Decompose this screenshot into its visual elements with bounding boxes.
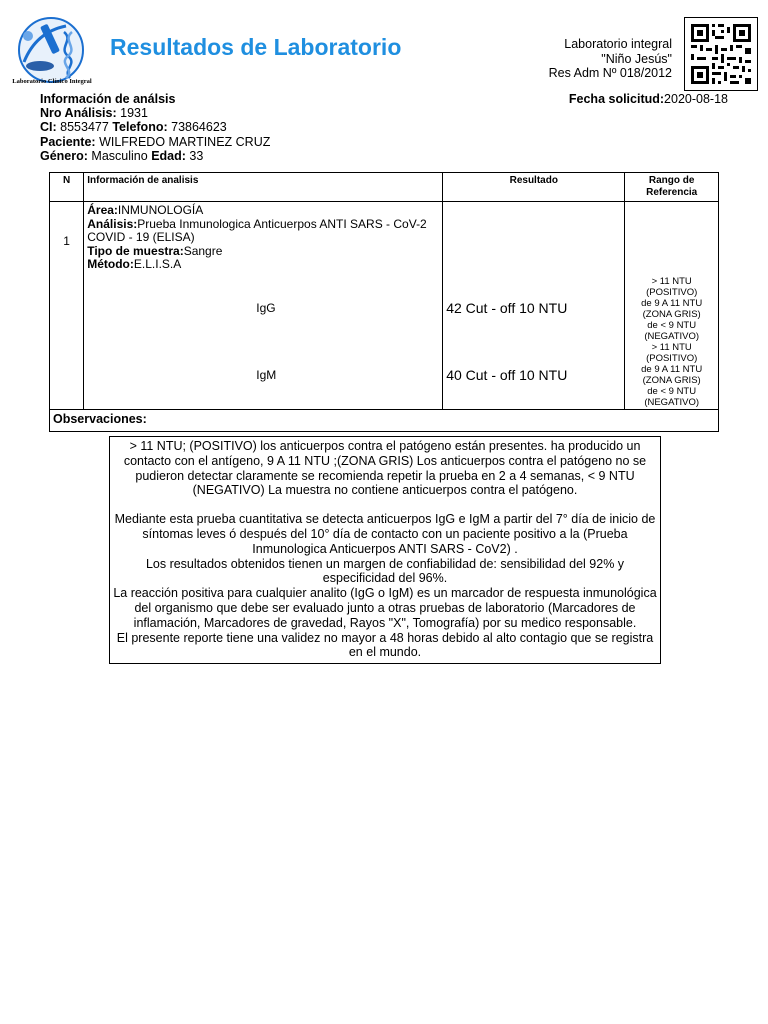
range-igg-line: (NEGATIVO) xyxy=(644,331,700,342)
note-paragraph: > 11 NTU; (POSITIVO) los anticuerpos contra el patógeno están presentes. ha producido un contacto con el antígeno, 9 A 11 NTU ;(ZONA GRIS) Los anticuerpos contra el patógeno no se pudieron detectar claramente se recomienda repetir la prueba en 2 a 4 semanas, < 9 NTU (NEGATIVO) La muestra no contiene anticuerpos contra el patógeno. xyxy=(123,439,647,498)
range-igg-line: > 11 NTU xyxy=(651,276,692,287)
metodo-label: Método: xyxy=(87,257,134,271)
fecha-value: 2020-08-18 xyxy=(664,92,728,106)
range-cell xyxy=(625,202,719,410)
range-igg-line: de 9 A 11 NTU xyxy=(641,298,703,309)
range-igm-line: > 11 NTU xyxy=(651,342,692,353)
tipo-label: Tipo de muestra: xyxy=(87,243,184,258)
range-igm-line: (ZONA GRIS) xyxy=(642,375,701,386)
analisis-value: Prueba Inmunologica Anticuerpos ANTI SARS - CoV-2 COVID - 19 (ELISA) xyxy=(87,216,427,244)
nro-value: 1931 xyxy=(120,106,148,121)
note-paragraph: La reacción positiva para cualquier analito (IgG o IgM) es un marcador de respuesta inmunológica del organismo que debe ser evaluado junto a otras pruebas de laboratorio (Marcadores de inflamación, Marcadores de gravedad, Rayos "X", Tomografía) por su medico responsable. xyxy=(113,586,657,630)
result-cell xyxy=(443,202,625,410)
note-paragraph: El presente reporte tiene una validez no mayor a 48 horas debido al alto contagio que se registra en el mundo. xyxy=(116,630,654,660)
header-rango: Rango de Referencia xyxy=(625,173,719,202)
table-header-row xyxy=(50,173,719,202)
logo-text: Laboratorio Clínico Integral xyxy=(12,78,92,85)
nro-label: Nro Análisis: xyxy=(40,106,117,121)
paciente-value: WILFREDO MARTINEZ CRUZ xyxy=(99,134,271,149)
fecha-label: Fecha solicitud: xyxy=(568,92,665,106)
range-igg-line: (POSITIVO) xyxy=(646,287,698,298)
analysis-info xyxy=(84,202,443,410)
edad-value: 33 xyxy=(189,148,204,163)
lab-name: Laboratorio integral xyxy=(564,37,672,51)
range-igm-line: (POSITIVO) xyxy=(646,353,698,364)
patient-info xyxy=(40,92,270,163)
notes-box xyxy=(109,436,661,664)
table-row xyxy=(50,202,719,410)
header-n: N xyxy=(50,173,84,202)
result-igm: 40 Cut - off 10 NTU xyxy=(446,367,568,383)
fecha-solicitud xyxy=(569,92,728,106)
results-table xyxy=(49,172,719,432)
range-igm xyxy=(625,342,718,408)
header-resultado: Resultado xyxy=(443,173,625,202)
note-paragraph: Mediante esta prueba cuantitativa se detecta anticuerpos IgG e IgM a partir del 7° día de inicio de síntomas leves ó después del 10° día de contacto con un paciente positivo a la (Prueba Inmunologica Anticuerpos ANTI SARS - CoV2) . xyxy=(114,512,656,556)
result-igg: 42 Cut - off 10 NTU xyxy=(446,300,568,316)
area-value: INMUNOLOGÍA xyxy=(117,203,204,217)
analisis-label: Análisis: xyxy=(87,216,138,231)
edad-label: Edad: xyxy=(151,148,186,163)
range-igm-line: de < 9 NTU xyxy=(647,386,697,397)
param-igg-name: IgG xyxy=(256,301,276,315)
param-igm-name: IgM xyxy=(256,368,277,382)
tel-label: Telefono: xyxy=(112,120,168,135)
genero-label: Género: xyxy=(40,148,88,163)
tel-value: 73864623 xyxy=(171,120,227,135)
ci-value: 8553477 xyxy=(60,120,109,135)
qr-code-icon xyxy=(684,17,758,91)
header-info: Información de analisis xyxy=(84,173,443,202)
paciente-label: Paciente: xyxy=(40,134,96,149)
row-number: 1 xyxy=(50,202,84,410)
range-igm-line: (NEGATIVO) xyxy=(644,397,700,408)
lab-subname: "Niño Jesús" xyxy=(601,51,672,66)
range-igg xyxy=(625,276,718,342)
section-title: Información de análsis xyxy=(40,92,176,106)
area-label: Área: xyxy=(87,203,118,217)
tipo-value: Sangre xyxy=(183,243,223,258)
range-igg-line: de < 9 NTU xyxy=(647,320,697,331)
page-title: Resultados de Laboratorio xyxy=(110,34,402,60)
range-igg-line: (ZONA GRIS) xyxy=(642,309,701,320)
note-paragraph: Los resultados obtenidos tienen un margen de confiabilidad de: sensibilidad del 92% y especificidad del 96%. xyxy=(145,556,625,586)
observaciones-row xyxy=(50,410,719,432)
genero-value: Masculino xyxy=(91,148,148,163)
ci-label: CI: xyxy=(40,120,57,135)
lab-resolution: Res Adm Nº 018/2012 xyxy=(548,66,672,80)
range-igm-line: de 9 A 11 NTU xyxy=(641,364,703,375)
lab-info xyxy=(549,37,672,81)
observaciones-label: Observaciones: xyxy=(50,410,719,432)
metodo-value: E.L.I.S.A xyxy=(133,257,182,271)
